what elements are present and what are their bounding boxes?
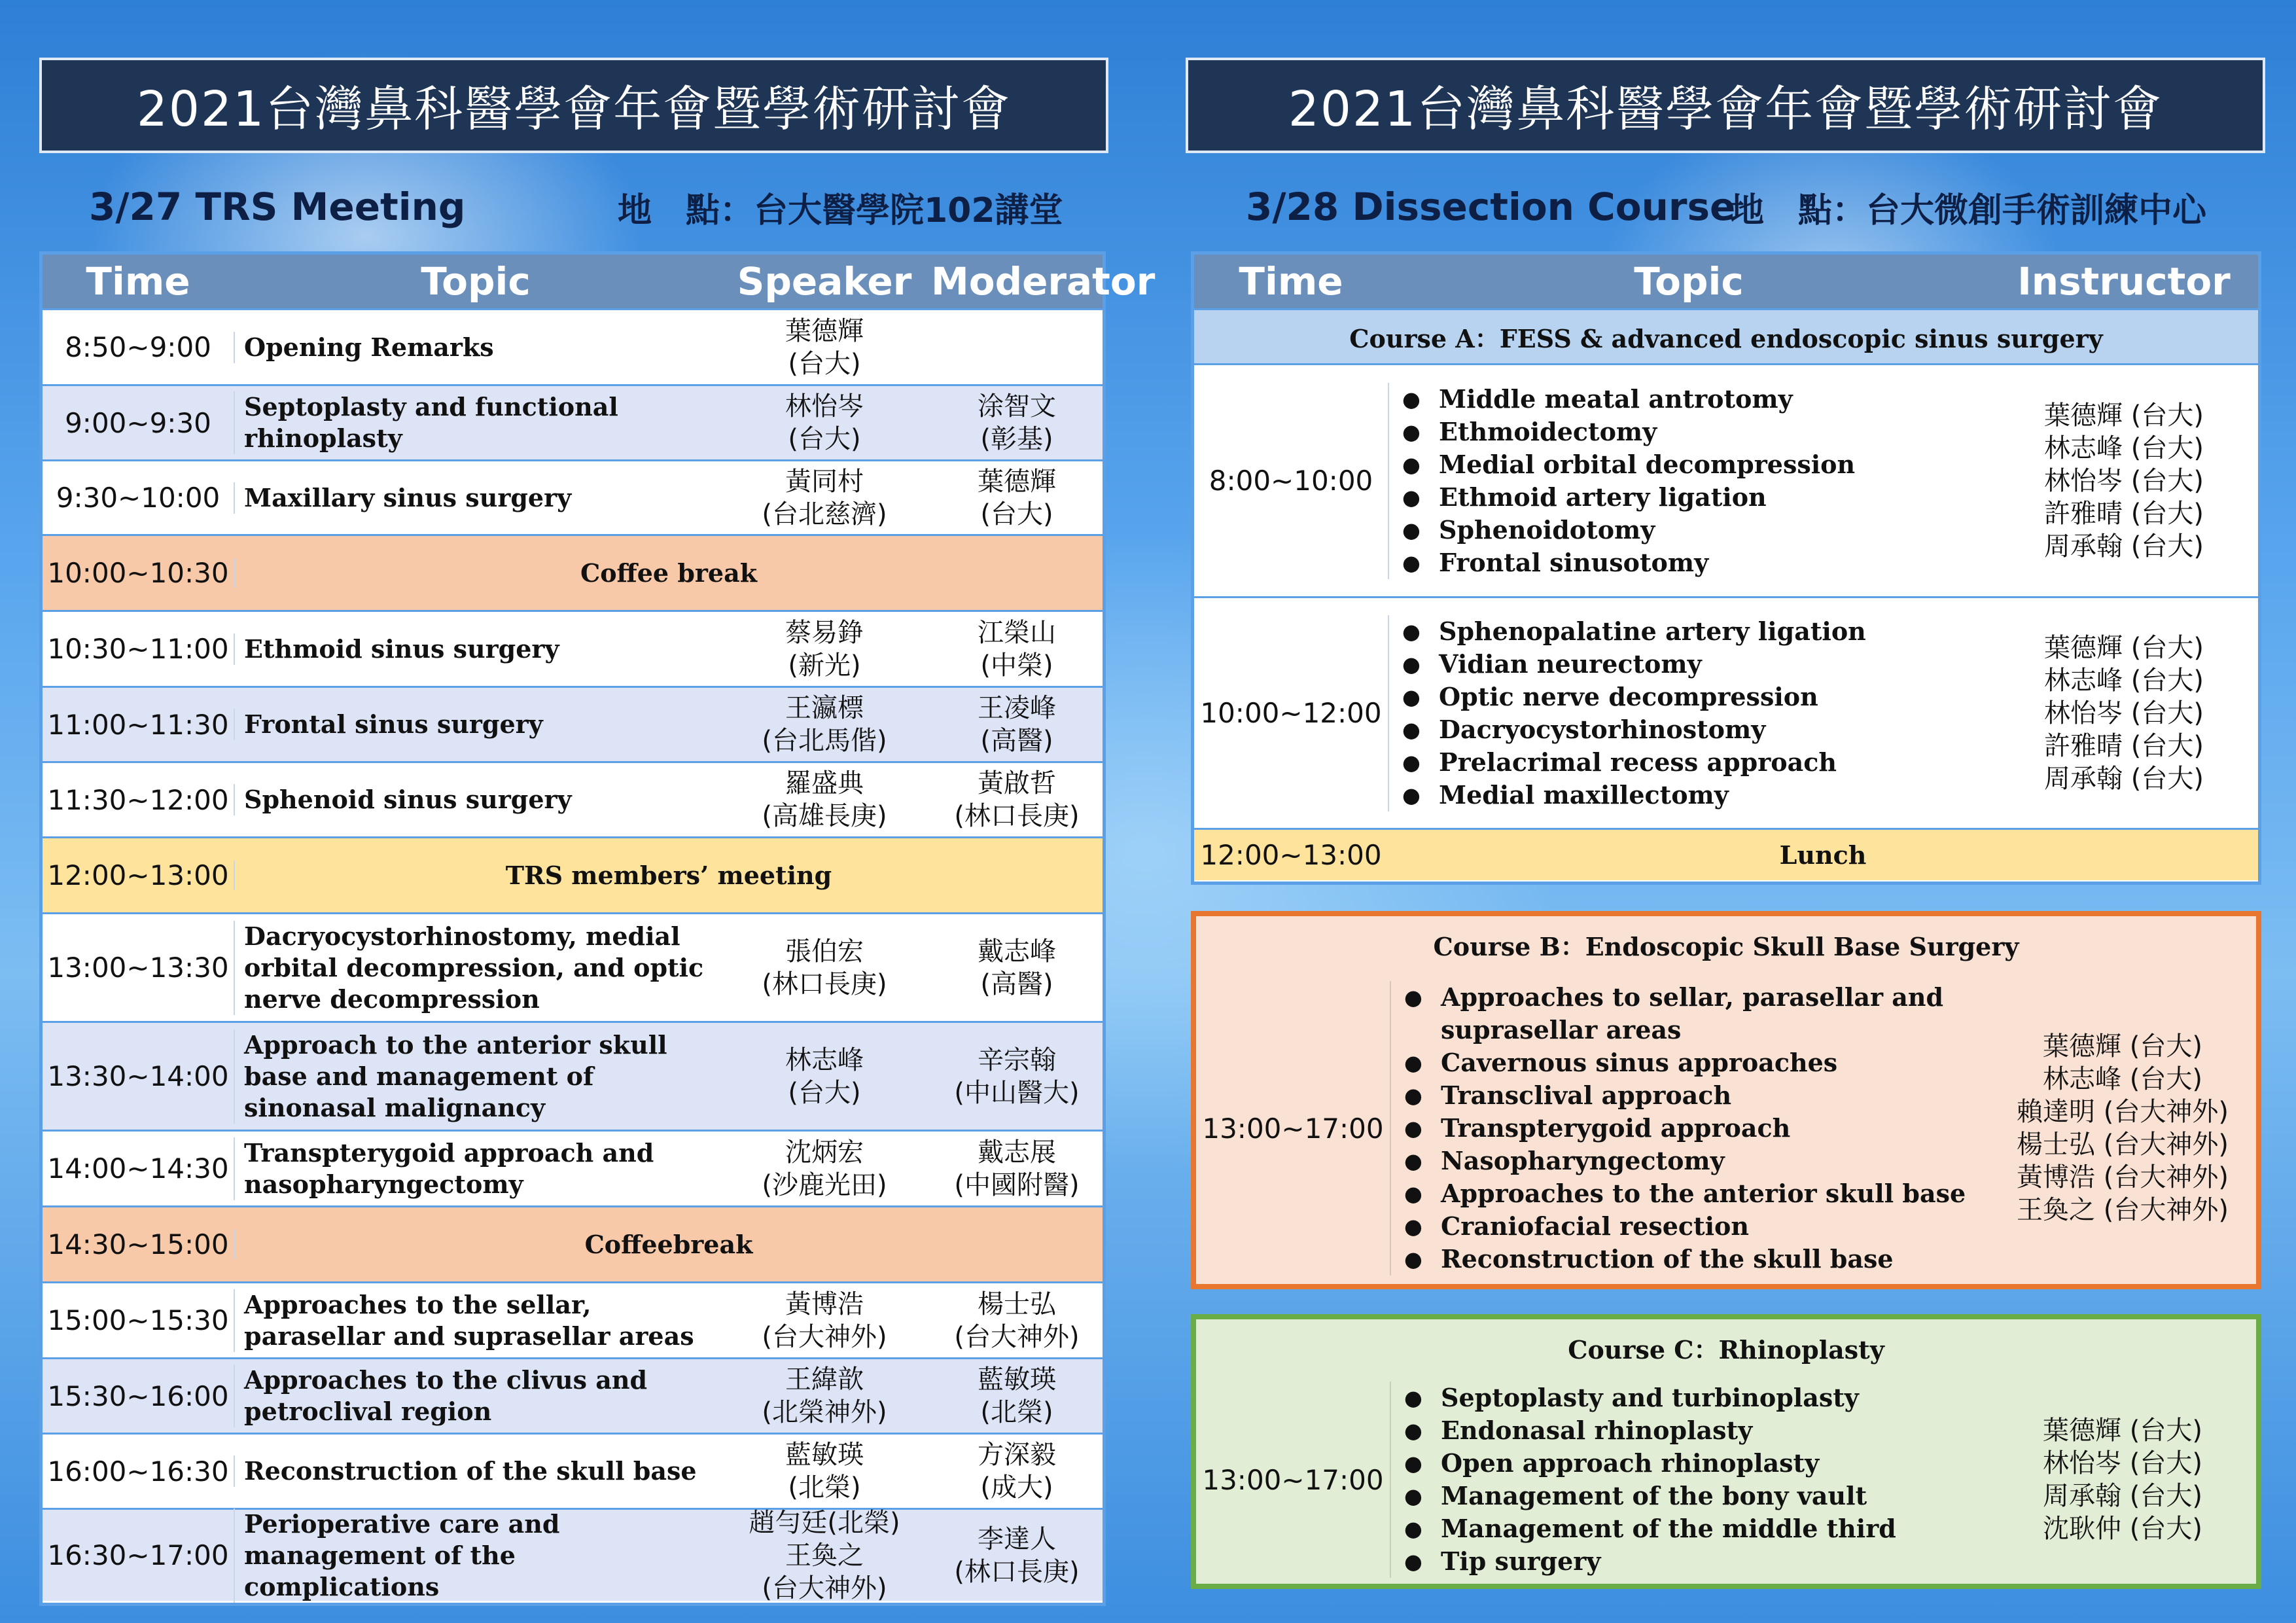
row-topic: Opening Remarks: [234, 332, 718, 363]
table-row: [43, 459, 1103, 534]
row-time: 14:00~14:30: [47, 1152, 229, 1185]
topic-item: ● Sphenopalatine artery ligation: [1402, 615, 1990, 648]
row-moderator: 藍敏瑛 (北榮): [978, 1364, 1056, 1427]
course-c-title: Course C：Rhinoplasty: [1568, 1334, 1884, 1364]
table-row: [43, 308, 1103, 384]
row-speaker: 藍敏瑛 (北榮): [785, 1440, 864, 1503]
header-speaker: Speaker: [737, 259, 912, 304]
row-topic: Reconstruction of the skull base: [234, 1455, 718, 1487]
row-speaker: 葉德輝 (台大): [785, 315, 864, 379]
row-moderator: 辛宗翰 (中山醫大): [954, 1044, 1080, 1108]
lunch-row: [1194, 828, 2258, 880]
row-time: 10:00~10:30: [47, 557, 229, 589]
row-moderator: 葉德輝 (台大): [978, 466, 1056, 529]
topic-item: ● Reconstruction of the skull base: [1404, 1243, 1992, 1275]
row-speaker: 黃同村 (台北慈濟): [762, 466, 887, 529]
topic-item: ● Nasopharyngectomy: [1404, 1145, 1992, 1177]
header-time: Time: [1239, 259, 1343, 304]
lunch-time: 12:00~13:00: [1200, 839, 1382, 871]
session-time: 8:00~10:00: [1209, 465, 1373, 497]
row-moderator: 江榮山 (中榮): [978, 617, 1056, 681]
trs-meeting-table: [39, 251, 1156, 1606]
course-b-session: [1196, 972, 2256, 1284]
session-topics: [1388, 615, 1990, 812]
row-topic: Approach to the anterior skull base and management of sinonasal malignancy: [234, 1029, 718, 1124]
right-title: 2021台灣鼻科醫學會年會暨學術研討會: [1186, 58, 2265, 153]
table-row: [43, 1508, 1103, 1601]
row-speaker: 張伯宏 (林口長庚): [762, 936, 887, 999]
header-time: Time: [86, 259, 190, 304]
row-moderator: 楊士弘 (台大神外): [954, 1289, 1080, 1352]
row-topic: Dacryocystorhinostomy, medial orbital decompression, and optic nerve decompression: [234, 921, 718, 1015]
row-moderator: 戴志峰 (高醫): [978, 936, 1056, 999]
row-time: 11:30~12:00: [47, 783, 229, 816]
row-time: 11:00~11:30: [47, 708, 229, 741]
row-moderator: 涂智文 (彰基): [978, 391, 1056, 454]
table-row: [43, 836, 1103, 912]
row-time: 16:30~17:00: [47, 1539, 229, 1571]
break-label: Coffeebreak: [234, 1230, 1103, 1259]
session-topics: [1390, 981, 1992, 1275]
row-topic: Approaches to the clivus and petroclival region: [234, 1364, 718, 1427]
table-row: [43, 912, 1103, 1021]
left-date: 3/27 TRS Meeting: [89, 185, 466, 229]
topic-item: ● Open approach rhinoplasty: [1404, 1447, 1992, 1480]
topic-item: ● Endonasal rhinoplasty: [1404, 1414, 1992, 1447]
row-topic: Ethmoid sinus surgery: [234, 633, 718, 665]
row-time: 10:30~11:00: [47, 633, 229, 665]
session-instructors: 葉德輝 (台大) 林志峰 (台大) 林怡岑 (台大) 許雅晴 (台大) 周承翰 (台大): [2044, 400, 2204, 562]
row-moderator: 黃啟哲 (林口長庚): [954, 768, 1080, 831]
table-row: [43, 534, 1103, 610]
break-label: TRS members’ meeting: [234, 861, 1103, 890]
row-speaker: 王緯歆 (北榮神外): [762, 1364, 887, 1427]
row-speaker: 趙勻廷(北榮) 王奐之 (台大神外): [749, 1507, 900, 1603]
row-time: 9:30~10:00: [56, 482, 221, 514]
topic-item: ● Cavernous sinus approaches: [1404, 1046, 1992, 1079]
topic-item: ● Craniofacial resection: [1404, 1210, 1992, 1243]
session-topics: [1390, 1382, 1992, 1578]
course-c-table: [1191, 1314, 2261, 1589]
row-topic: Transpterygoid approach and nasopharyngectomy: [234, 1137, 718, 1200]
session-instructors: 葉德輝 (台大) 林志峰 (台大) 林怡岑 (台大) 許雅晴 (台大) 周承翰 (台大): [2044, 632, 2204, 794]
table-row: [43, 1281, 1103, 1357]
row-speaker: 林怡岑 (台大): [785, 391, 864, 454]
right-date: 3/28 Dissection Course: [1246, 185, 1736, 229]
right-venue: 地 點：台大微創手術訓練中心: [1730, 190, 2207, 230]
topic-item: ● Transpterygoid approach: [1404, 1112, 1992, 1145]
left-title: 2021台灣鼻科醫學會年會暨學術研討會: [39, 58, 1108, 153]
topic-item: ● Ethmoidectomy: [1402, 416, 1990, 448]
row-topic: Maxillary sinus surgery: [234, 482, 718, 514]
table-row: [43, 1357, 1103, 1433]
topic-item: ● Transclival approach: [1404, 1079, 1992, 1112]
topic-item: ● Middle meatal antrotomy: [1402, 383, 1990, 416]
row-time: 13:30~14:00: [47, 1060, 229, 1092]
course-a-session: [1194, 596, 2258, 828]
row-speaker: 羅盛典 (高雄長庚): [762, 768, 887, 831]
table-row: [43, 761, 1103, 836]
topic-item: ● Vidian neurectomy: [1402, 648, 1990, 681]
course-b-title: Course B：Endoscopic Skull Base Surgery: [1433, 931, 2019, 961]
header-instructor: Instructor: [2017, 259, 2231, 304]
lunch-label: Lunch: [1779, 840, 1867, 870]
break-label: Coffee break: [234, 558, 1103, 588]
row-time: 9:00~9:30: [65, 406, 211, 439]
topic-item: ● Approaches to sellar, parasellar and suprasellar areas: [1404, 981, 1992, 1046]
topic-item: ● Tip surgery: [1404, 1545, 1992, 1578]
course-a-title: Course A：FESS & advanced endoscopic sinus surgery: [1194, 308, 2258, 363]
row-time: 12:00~13:00: [47, 859, 229, 891]
table-row: [43, 1021, 1103, 1130]
row-time: 8:50~9:00: [65, 331, 211, 363]
table-row: [43, 1130, 1103, 1205]
row-time: 16:00~16:30: [47, 1455, 229, 1488]
topic-item: ● Frontal sinusotomy: [1402, 546, 1990, 579]
session-instructors: 葉德輝 (台大) 林怡岑 (台大) 周承翰 (台大) 沈耿仲 (台大): [2043, 1416, 2202, 1544]
topic-item: ● Dacryocystorhinostomy: [1402, 713, 1990, 746]
session-topics: [1388, 383, 1990, 579]
row-topic: Frontal sinus surgery: [234, 709, 718, 740]
row-speaker: 蔡易錚 (新光): [785, 617, 864, 681]
topic-item: ● Management of the bony vault: [1404, 1480, 1992, 1512]
row-speaker: 王瀛標 (台北馬偕): [762, 693, 887, 756]
table-row: [43, 1205, 1103, 1281]
row-moderator: 方深毅 (成大): [978, 1440, 1056, 1503]
row-time: 14:30~15:00: [47, 1228, 229, 1260]
table-row: [43, 384, 1103, 459]
row-time: 15:00~15:30: [47, 1304, 229, 1336]
row-topic: Sphenoid sinus surgery: [234, 784, 718, 815]
topic-item: ● Septoplasty and turbinoplasty: [1404, 1382, 1992, 1414]
course-a-table: [1191, 251, 2261, 885]
table-row: [43, 610, 1103, 686]
row-topic: Perioperative care and management of the complications: [234, 1508, 718, 1603]
left-venue: 地 點：台大醫學院102講堂: [618, 190, 1063, 230]
row-moderator: 李達人 (林口長庚): [954, 1524, 1080, 1587]
row-speaker: 沈炳宏 (沙鹿光田): [762, 1137, 887, 1200]
table-row: [43, 686, 1103, 761]
topic-item: ● Medial maxillectomy: [1402, 779, 1990, 812]
row-time: 15:30~16:00: [47, 1380, 229, 1412]
topic-item: ● Prelacrimal recess approach: [1402, 746, 1990, 779]
row-speaker: 黃博浩 (台大神外): [762, 1289, 887, 1352]
session-instructors: 葉德輝 (台大) 林志峰 (台大) 賴達明 (台大神外) 楊士弘 (台大神外) 黃博浩 (台大神外) 王奐之 (台大神外): [2017, 1031, 2229, 1225]
session-time: 10:00~12:00: [1200, 697, 1382, 729]
course-a-session: [1194, 363, 2258, 596]
table-row: [43, 1433, 1103, 1508]
table-header: [1194, 255, 2258, 308]
course-c-session: [1196, 1376, 2256, 1584]
row-topic: Septoplasty and functional rhinoplasty: [234, 391, 718, 454]
table-header: [43, 255, 1156, 308]
topic-item: ● Management of the middle third: [1404, 1512, 1992, 1545]
topic-item: ● Medial orbital decompression: [1402, 448, 1990, 481]
session-time: 13:00~17:00: [1202, 1463, 1384, 1496]
row-topic: Approaches to the sellar, parasellar and suprasellar areas: [234, 1289, 718, 1352]
header-topic: Topic: [421, 259, 531, 304]
topic-item: ● Sphenoidotomy: [1402, 514, 1990, 546]
row-moderator: 王凌峰 (高醫): [978, 693, 1056, 756]
topic-item: ● Ethmoid artery ligation: [1402, 481, 1990, 514]
course-b-table: [1191, 911, 2261, 1289]
topic-item: ● Approaches to the anterior skull base: [1404, 1177, 1992, 1210]
topic-item: ● Optic nerve decompression: [1402, 681, 1990, 713]
header-moderator: Moderator: [931, 259, 1156, 304]
session-time: 13:00~17:00: [1202, 1112, 1384, 1145]
header-topic: Topic: [1634, 259, 1744, 304]
row-speaker: 林志峰 (台大): [785, 1044, 864, 1108]
row-time: 13:00~13:30: [47, 952, 229, 984]
row-moderator: 戴志展 (中國附醫): [954, 1137, 1080, 1200]
